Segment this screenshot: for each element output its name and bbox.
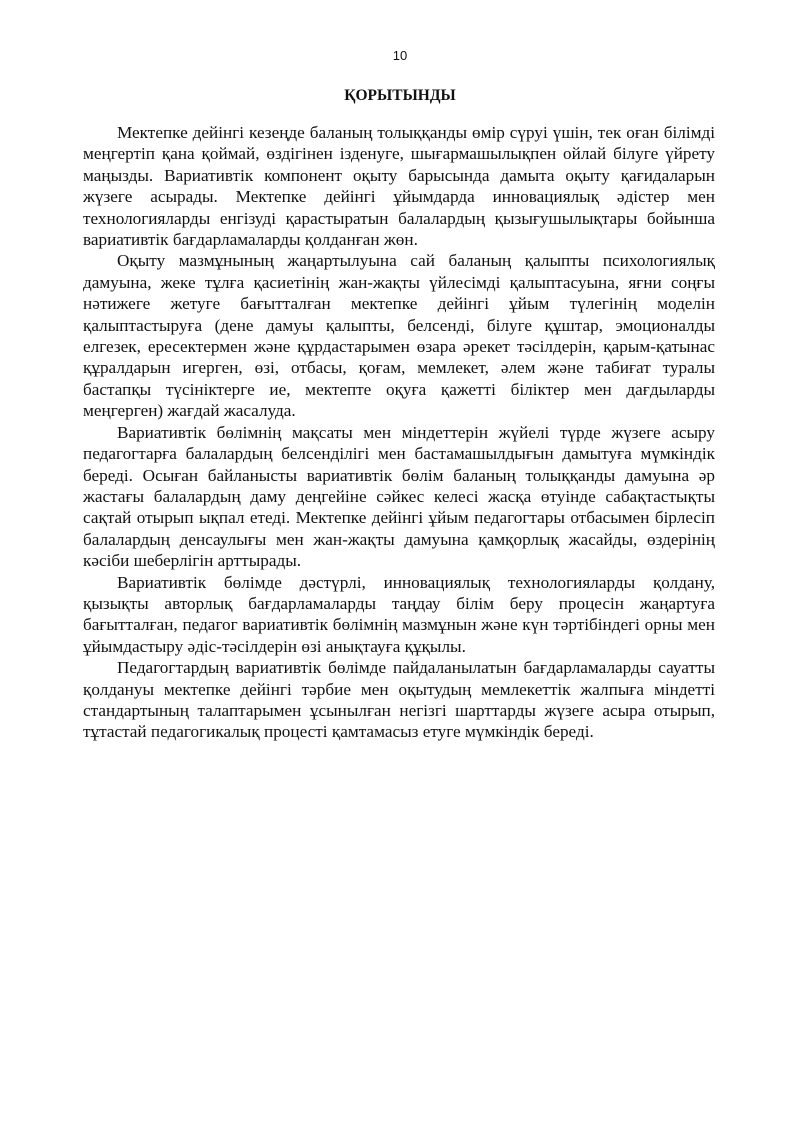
paragraph-4: Вариативтік бөлімде дәстүрлі, инновациялық технологияларды қолдану, қызықты авторлық бағдарламаларды таңдау білім беру процесін жаңартуға бағытталған, педагог вариативтік бөлімнің мазмұнын және күн тәртібіндегі орны мен ұйымдастыру әдіс-тәсілдерін өзі анықтауға құқылы. <box>83 572 715 656</box>
body-text <box>83 122 715 743</box>
paragraph-5: Педагогтардың вариативтік бөлімде пайдаланылатын бағдарламаларды сауатты қолдануы мектепке дейінгі тәрбие мен оқытудың мемлекеттік жалпыға міндетті стандартының талаптарымен ұсынылған негізгі шарттарды жүзеге асыра отырып, тұтастай педагогикалық процесті қамтамасыз етуге мүмкіндік береді. <box>83 658 715 742</box>
paragraph-2: Оқыту мазмұнының жаңартылуына сай баланың қалыпты психологиялық дамуына, жеке тұлға қасиетінің жан-жақты үйлесімді қалыптасуына, яғни соңғы нәтижеге жетуге бағытталған мектепке дейінгі ұйым түлегінің моделін қалыптастыруға (дене дамуы қалыпты, белсенді, білуге құштар, эмоционалды елгезек, ересектермен және құрдастарымен өзара әрекет тәсілдерін, қарым-қатынас құралдарын игерген, өзі, отбасы, қоғам, мемлекет, әлем және табиғат туралы бастапқы түсініктерге ие, мектепте оқуға қажетті біліктер мен дағдыларды меңгерген) жағдай жасалуда. <box>83 251 715 421</box>
page-number: 10 <box>392 48 408 63</box>
paragraph-3: Вариативтік бөлімнің мақсаты мен міндеттерін жүйелі түрде жүзеге асыру педагогтарға балалардың белсенділігі мен бастамашылдығын дамытуға мүмкіндік береді. Осыған байланысты вариативтік бөлім баланың толыққанды дамуына әр жастағы балалардың даму деңгейіне сәйкес келесі жасқа өтуінде сабақтастықты сақтай отырып ықпал етеді. Мектепке дейінгі ұйым педагогтары отбасымен бірлесіп балалардың денсаулығы мен жан-жақты дамуына қамқорлық жасайды, өздерінің кәсіби шеберлігін арттырады. <box>83 422 715 571</box>
paragraph-1: Мектепке дейінгі кезеңде баланың толыққанды өмір сүруі үшін, тек оған білімді меңгертіп қана қоймай, өздігінен ізденуге, шығармашылықпен ойлай білуге үйрету маңызды. Вариативтік компонент оқыту барысында дамыта оқыту қағидаларын жүзеге асырады. Мектепке дейінгі ұйымдарда инновациялық әдістер мен технологияларды енгізуді қарастыратын балалардың қызығушылықтары бойынша вариативтік бағдарламаларды қолданған жөн. <box>83 123 715 250</box>
page-title: ҚОРЫТЫНДЫ <box>344 87 456 104</box>
